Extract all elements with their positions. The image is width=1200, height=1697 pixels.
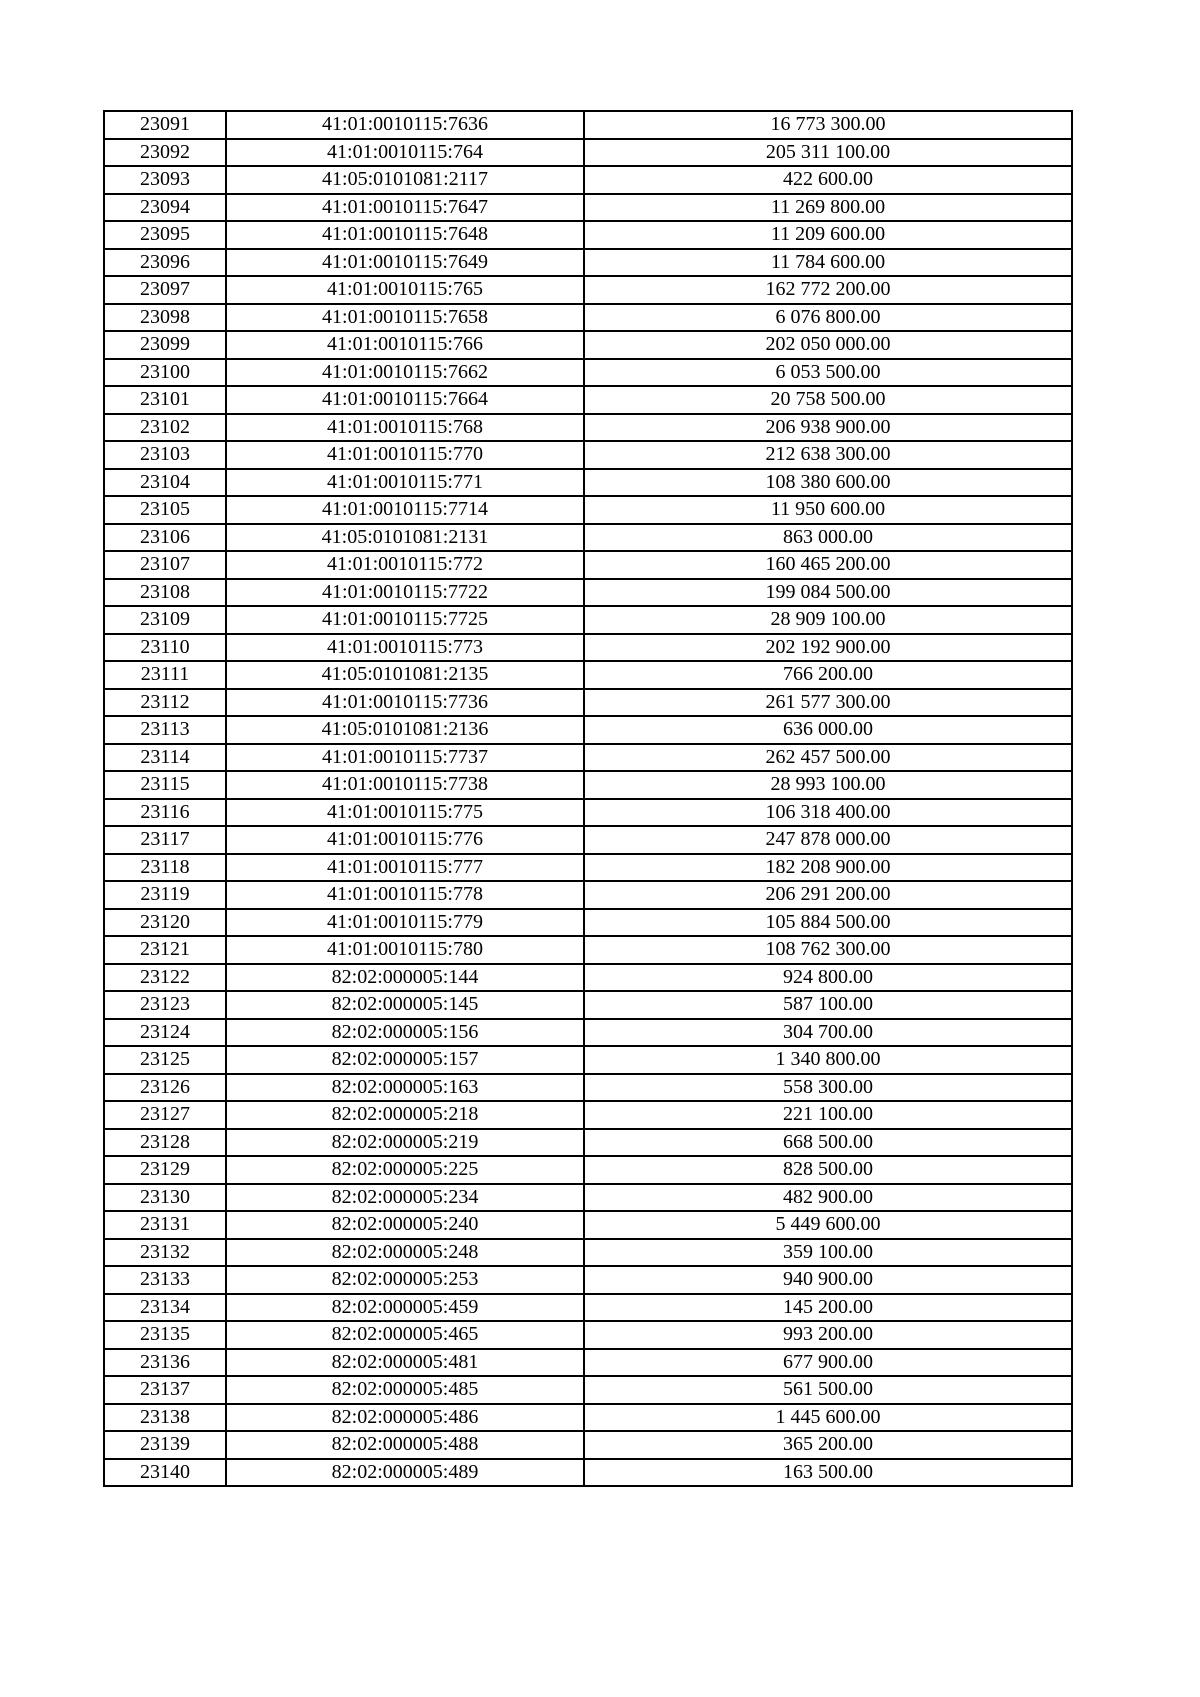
cadastral-number-cell: 41:01:0010115:7662: [226, 359, 584, 387]
cadastral-number-cell: 82:02:000005:488: [226, 1431, 584, 1459]
row-number-cell: 23120: [104, 909, 226, 937]
row-number-cell: 23118: [104, 854, 226, 882]
cadastral-number-cell: 82:02:000005:485: [226, 1376, 584, 1404]
row-number-cell: 23131: [104, 1211, 226, 1239]
table-row: [104, 661, 1072, 689]
cadastral-value-cell: 16 773 300.00: [584, 111, 1072, 139]
row-number-cell: 23122: [104, 964, 226, 992]
cadastral-value-cell: 108 380 600.00: [584, 469, 1072, 497]
cadastral-number-cell: 82:02:000005:225: [226, 1156, 584, 1184]
table-row: [104, 881, 1072, 909]
cadastral-number-cell: 82:02:000005:489: [226, 1459, 584, 1487]
cadastral-number-cell: 41:01:0010115:772: [226, 551, 584, 579]
row-number-cell: 23128: [104, 1129, 226, 1157]
cadastral-number-cell: 82:02:000005:465: [226, 1321, 584, 1349]
cadastral-value-cell: 677 900.00: [584, 1349, 1072, 1377]
cadastral-value-cell: 212 638 300.00: [584, 441, 1072, 469]
row-number-cell: 23125: [104, 1046, 226, 1074]
table-row: [104, 1046, 1072, 1074]
cadastral-number-cell: 41:05:0101081:2136: [226, 716, 584, 744]
row-number-cell: 23099: [104, 331, 226, 359]
table-row: [104, 551, 1072, 579]
row-number-cell: 23117: [104, 826, 226, 854]
row-number-cell: 23109: [104, 606, 226, 634]
cadastral-value-cell: 5 449 600.00: [584, 1211, 1072, 1239]
row-number-cell: 23114: [104, 744, 226, 772]
table-row: [104, 689, 1072, 717]
cadastral-value-cell: 422 600.00: [584, 166, 1072, 194]
table-row: [104, 936, 1072, 964]
table-row: [104, 1431, 1072, 1459]
table-body: [104, 111, 1072, 1486]
cadastral-value-cell: 20 758 500.00: [584, 386, 1072, 414]
cadastral-number-cell: 82:02:000005:144: [226, 964, 584, 992]
table-row: [104, 964, 1072, 992]
cadastral-value-cell: 993 200.00: [584, 1321, 1072, 1349]
cadastral-value-cell: 668 500.00: [584, 1129, 1072, 1157]
cadastral-value-cell: 262 457 500.00: [584, 744, 1072, 772]
cadastral-number-cell: 41:01:0010115:766: [226, 331, 584, 359]
row-number-cell: 23107: [104, 551, 226, 579]
cadastral-value-cell: 199 084 500.00: [584, 579, 1072, 607]
table-row: [104, 854, 1072, 882]
cadastral-value-cell: 221 100.00: [584, 1101, 1072, 1129]
cadastral-value-cell: 365 200.00: [584, 1431, 1072, 1459]
cadastral-number-cell: 41:05:0101081:2131: [226, 524, 584, 552]
table-row: [104, 1404, 1072, 1432]
table-row: [104, 606, 1072, 634]
row-number-cell: 23091: [104, 111, 226, 139]
row-number-cell: 23095: [104, 221, 226, 249]
cadastral-value-cell: 247 878 000.00: [584, 826, 1072, 854]
cadastral-number-cell: 41:01:0010115:7649: [226, 249, 584, 277]
row-number-cell: 23126: [104, 1074, 226, 1102]
cadastral-number-cell: 82:02:000005:248: [226, 1239, 584, 1267]
cadastral-value-cell: 11 269 800.00: [584, 194, 1072, 222]
cadastral-value-cell: 561 500.00: [584, 1376, 1072, 1404]
table-row: [104, 771, 1072, 799]
table-row: [104, 331, 1072, 359]
table-row: [104, 524, 1072, 552]
cadastral-value-cell: 636 000.00: [584, 716, 1072, 744]
cadastral-value-cell: 482 900.00: [584, 1184, 1072, 1212]
cadastral-value-table: [103, 110, 1073, 1487]
cadastral-number-cell: 82:02:000005:240: [226, 1211, 584, 1239]
cadastral-value-cell: 202 050 000.00: [584, 331, 1072, 359]
row-number-cell: 23092: [104, 139, 226, 167]
row-number-cell: 23098: [104, 304, 226, 332]
cadastral-value-cell: 6 053 500.00: [584, 359, 1072, 387]
table-row: [104, 496, 1072, 524]
cadastral-number-cell: 41:01:0010115:7725: [226, 606, 584, 634]
cadastral-value-cell: 160 465 200.00: [584, 551, 1072, 579]
table-row: [104, 1459, 1072, 1487]
row-number-cell: 23137: [104, 1376, 226, 1404]
table-row: [104, 991, 1072, 1019]
cadastral-number-cell: 41:01:0010115:7736: [226, 689, 584, 717]
cadastral-number-cell: 82:02:000005:486: [226, 1404, 584, 1432]
table-row: [104, 304, 1072, 332]
cadastral-value-cell: 11 784 600.00: [584, 249, 1072, 277]
table-row: [104, 716, 1072, 744]
table-row: [104, 909, 1072, 937]
table-row: [104, 1376, 1072, 1404]
cadastral-number-cell: 41:01:0010115:7658: [226, 304, 584, 332]
table-row: [104, 221, 1072, 249]
row-number-cell: 23097: [104, 276, 226, 304]
cadastral-value-cell: 28 993 100.00: [584, 771, 1072, 799]
row-number-cell: 23108: [104, 579, 226, 607]
row-number-cell: 23132: [104, 1239, 226, 1267]
table-row: [104, 139, 1072, 167]
cadastral-value-cell: 206 938 900.00: [584, 414, 1072, 442]
row-number-cell: 23129: [104, 1156, 226, 1184]
table-row: [104, 1239, 1072, 1267]
cadastral-value-cell: 145 200.00: [584, 1294, 1072, 1322]
table-row: [104, 1129, 1072, 1157]
cadastral-value-cell: 1 340 800.00: [584, 1046, 1072, 1074]
row-number-cell: 23102: [104, 414, 226, 442]
cadastral-number-cell: 41:01:0010115:777: [226, 854, 584, 882]
cadastral-value-cell: 205 311 100.00: [584, 139, 1072, 167]
row-number-cell: 23103: [104, 441, 226, 469]
row-number-cell: 23105: [104, 496, 226, 524]
cadastral-number-cell: 41:01:0010115:780: [226, 936, 584, 964]
cadastral-value-cell: 828 500.00: [584, 1156, 1072, 1184]
cadastral-number-cell: 82:02:000005:253: [226, 1266, 584, 1294]
cadastral-value-cell: 359 100.00: [584, 1239, 1072, 1267]
table-row: [104, 359, 1072, 387]
cadastral-value-cell: 206 291 200.00: [584, 881, 1072, 909]
cadastral-number-cell: 82:02:000005:481: [226, 1349, 584, 1377]
cadastral-number-cell: 41:05:0101081:2117: [226, 166, 584, 194]
cadastral-number-cell: 41:01:0010115:765: [226, 276, 584, 304]
cadastral-number-cell: 82:02:000005:219: [226, 1129, 584, 1157]
table-row: [104, 276, 1072, 304]
table-row: [104, 194, 1072, 222]
cadastral-value-cell: 108 762 300.00: [584, 936, 1072, 964]
cadastral-number-cell: 41:01:0010115:7722: [226, 579, 584, 607]
row-number-cell: 23135: [104, 1321, 226, 1349]
row-number-cell: 23116: [104, 799, 226, 827]
cadastral-value-cell: 6 076 800.00: [584, 304, 1072, 332]
cadastral-value-cell: 162 772 200.00: [584, 276, 1072, 304]
row-number-cell: 23115: [104, 771, 226, 799]
table-row: [104, 1349, 1072, 1377]
row-number-cell: 23139: [104, 1431, 226, 1459]
cadastral-value-cell: 202 192 900.00: [584, 634, 1072, 662]
cadastral-value-cell: 28 909 100.00: [584, 606, 1072, 634]
table-row: [104, 1156, 1072, 1184]
cadastral-number-cell: 41:01:0010115:7737: [226, 744, 584, 772]
cadastral-value-cell: 558 300.00: [584, 1074, 1072, 1102]
row-number-cell: 23123: [104, 991, 226, 1019]
row-number-cell: 23130: [104, 1184, 226, 1212]
cadastral-value-cell: 11 209 600.00: [584, 221, 1072, 249]
table-row: [104, 634, 1072, 662]
row-number-cell: 23133: [104, 1266, 226, 1294]
cadastral-number-cell: 41:01:0010115:7647: [226, 194, 584, 222]
table-row: [104, 1321, 1072, 1349]
row-number-cell: 23140: [104, 1459, 226, 1487]
cadastral-number-cell: 41:01:0010115:7664: [226, 386, 584, 414]
table-row: [104, 799, 1072, 827]
row-number-cell: 23127: [104, 1101, 226, 1129]
cadastral-value-cell: 587 100.00: [584, 991, 1072, 1019]
table-row: [104, 111, 1072, 139]
row-number-cell: 23100: [104, 359, 226, 387]
cadastral-value-cell: 1 445 600.00: [584, 1404, 1072, 1432]
row-number-cell: 23136: [104, 1349, 226, 1377]
cadastral-value-cell: 182 208 900.00: [584, 854, 1072, 882]
cadastral-number-cell: 82:02:000005:218: [226, 1101, 584, 1129]
table-row: [104, 1101, 1072, 1129]
row-number-cell: 23124: [104, 1019, 226, 1047]
table-row: [104, 166, 1072, 194]
table-row: [104, 1294, 1072, 1322]
row-number-cell: 23111: [104, 661, 226, 689]
cadastral-number-cell: 41:05:0101081:2135: [226, 661, 584, 689]
table-row: [104, 441, 1072, 469]
table-row: [104, 414, 1072, 442]
table-row: [104, 1266, 1072, 1294]
row-number-cell: 23104: [104, 469, 226, 497]
cadastral-number-cell: 82:02:000005:459: [226, 1294, 584, 1322]
cadastral-value-cell: 863 000.00: [584, 524, 1072, 552]
cadastral-value-cell: 163 500.00: [584, 1459, 1072, 1487]
row-number-cell: 23110: [104, 634, 226, 662]
row-number-cell: 23134: [104, 1294, 226, 1322]
row-number-cell: 23106: [104, 524, 226, 552]
cadastral-number-cell: 82:02:000005:234: [226, 1184, 584, 1212]
row-number-cell: 23121: [104, 936, 226, 964]
cadastral-value-cell: 105 884 500.00: [584, 909, 1072, 937]
table-row: [104, 579, 1072, 607]
cadastral-number-cell: 41:01:0010115:775: [226, 799, 584, 827]
cadastral-value-cell: 106 318 400.00: [584, 799, 1072, 827]
cadastral-number-cell: 41:01:0010115:773: [226, 634, 584, 662]
table-row: [104, 1019, 1072, 1047]
cadastral-value-cell: 940 900.00: [584, 1266, 1072, 1294]
cadastral-number-cell: 41:01:0010115:768: [226, 414, 584, 442]
cadastral-value-cell: 261 577 300.00: [584, 689, 1072, 717]
row-number-cell: 23138: [104, 1404, 226, 1432]
table-row: [104, 249, 1072, 277]
row-number-cell: 23094: [104, 194, 226, 222]
cadastral-value-cell: 11 950 600.00: [584, 496, 1072, 524]
cadastral-number-cell: 41:01:0010115:764: [226, 139, 584, 167]
cadastral-number-cell: 82:02:000005:145: [226, 991, 584, 1019]
cadastral-value-cell: 304 700.00: [584, 1019, 1072, 1047]
cadastral-number-cell: 41:01:0010115:7648: [226, 221, 584, 249]
cadastral-number-cell: 41:01:0010115:776: [226, 826, 584, 854]
cadastral-number-cell: 41:01:0010115:770: [226, 441, 584, 469]
table-row: [104, 826, 1072, 854]
table-row: [104, 1211, 1072, 1239]
cadastral-number-cell: 41:01:0010115:778: [226, 881, 584, 909]
table-row: [104, 1184, 1072, 1212]
cadastral-number-cell: 82:02:000005:163: [226, 1074, 584, 1102]
cadastral-number-cell: 41:01:0010115:771: [226, 469, 584, 497]
table-row: [104, 386, 1072, 414]
cadastral-number-cell: 82:02:000005:157: [226, 1046, 584, 1074]
row-number-cell: 23113: [104, 716, 226, 744]
cadastral-number-cell: 82:02:000005:156: [226, 1019, 584, 1047]
table-row: [104, 744, 1072, 772]
row-number-cell: 23119: [104, 881, 226, 909]
cadastral-number-cell: 41:01:0010115:7738: [226, 771, 584, 799]
row-number-cell: 23093: [104, 166, 226, 194]
row-number-cell: 23112: [104, 689, 226, 717]
cadastral-number-cell: 41:01:0010115:7714: [226, 496, 584, 524]
row-number-cell: 23096: [104, 249, 226, 277]
cadastral-number-cell: 41:01:0010115:779: [226, 909, 584, 937]
row-number-cell: 23101: [104, 386, 226, 414]
cadastral-value-cell: 924 800.00: [584, 964, 1072, 992]
table-row: [104, 469, 1072, 497]
table-row: [104, 1074, 1072, 1102]
cadastral-number-cell: 41:01:0010115:7636: [226, 111, 584, 139]
cadastral-value-cell: 766 200.00: [584, 661, 1072, 689]
